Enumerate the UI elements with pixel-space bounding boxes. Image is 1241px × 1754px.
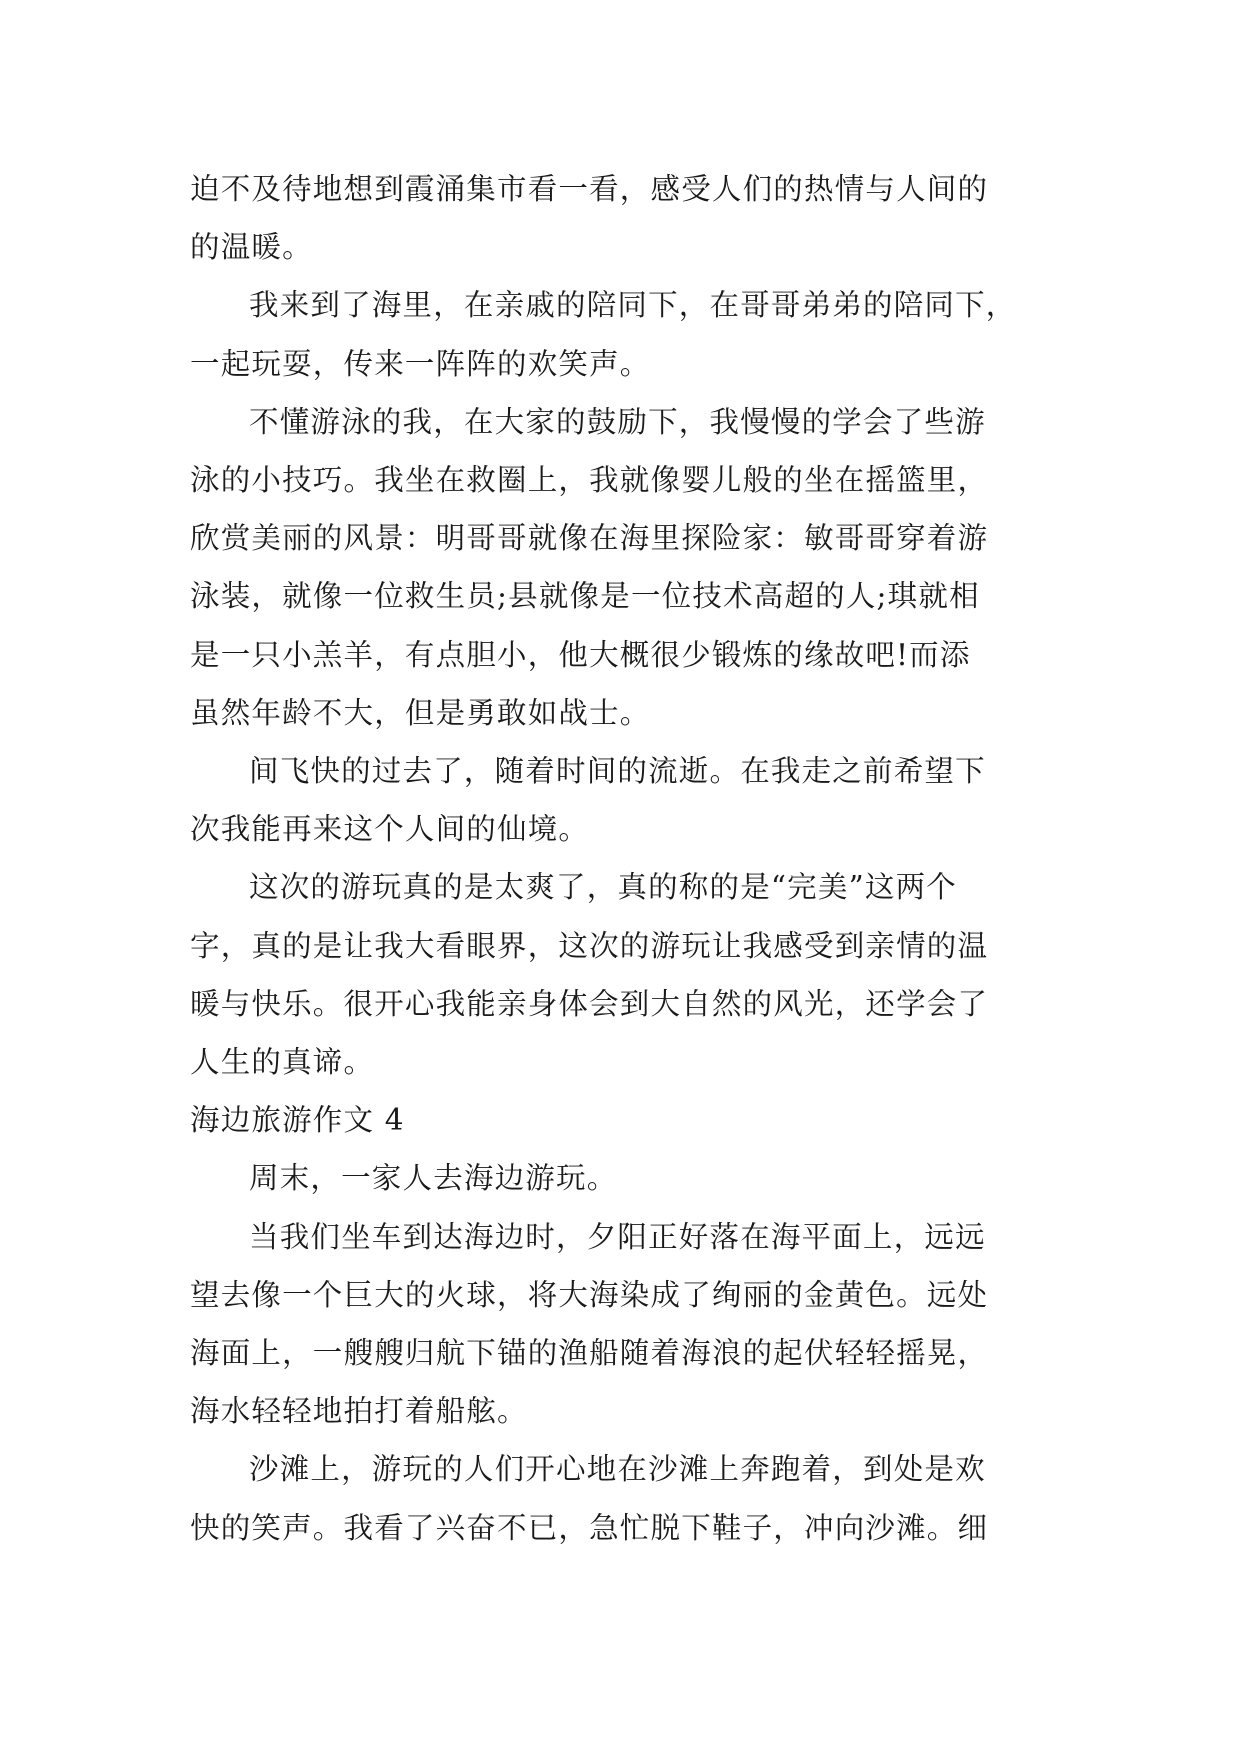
text-line: 周末，一家人去海边游玩。: [249, 1161, 618, 1196]
text-line: 暖与快乐。很开心我能亲身体会到大自然的风光，还学会了: [190, 986, 989, 1021]
text-line: 是一只小羔羊，有点胆小，他大概很少锻炼的缘故吧!而添: [190, 637, 971, 672]
text-line: 快的笑声。我看了兴奋不已，急忙脱下鞋子，冲向沙滩。细: [190, 1510, 989, 1545]
text-line: 人生的真谛。: [190, 1045, 375, 1080]
text-line: 间飞快的过去了，随着时间的流逝。在我走之前希望下: [249, 754, 986, 789]
paragraph-1: [190, 160, 1060, 276]
paragraph-5: [190, 858, 1060, 1091]
text-line: 不懂游泳的我，在大家的鼓励下，我慢慢的学会了些游: [249, 404, 986, 439]
paragraph-3: [190, 393, 1060, 742]
text-line: 沙滩上，游玩的人们开心地在沙滩上奔跑着，到处是欢: [249, 1452, 986, 1487]
text-line: 迫不及待地想到霞涌集市看一看，感受人们的热情与人间的: [190, 172, 989, 206]
text-line: 望去像一个巨大的火球，将大海染成了绚丽的金黄色。远处: [190, 1277, 989, 1312]
text-line: 海水轻轻地拍打着船舷。: [190, 1394, 528, 1429]
paragraph-6: [190, 1149, 1060, 1207]
paragraph-2: [190, 276, 1060, 392]
text-line: 这次的游玩真的是太爽了，真的称的是“完美”这两个: [249, 870, 957, 905]
text-line: 虽然年龄不大，但是勇敢如战士。: [190, 695, 651, 730]
text-line: 欣赏美丽的风景：明哥哥就像在海里探险家：敏哥哥穿着游: [190, 521, 989, 556]
text-line: 次我能再来这个人间的仙境。: [190, 812, 590, 847]
text-line: 泳的小技巧。我坐在救圈上，我就像婴儿般的坐在摇篮里，: [190, 463, 989, 498]
text-line: 的温暖。: [190, 230, 313, 265]
paragraph-4: [190, 742, 1060, 858]
text-line: 当我们坐车到达海边时，夕阳正好落在海平面上，远远: [249, 1219, 986, 1254]
text-line: 海面上，一艘艘归航下锚的渔船随着海浪的起伏轻轻摇晃，: [190, 1336, 989, 1371]
text-line: 泳装，就像一位救生员;县就像是一位技术高超的人;琪就相: [190, 579, 980, 614]
paragraph-7: [190, 1208, 1060, 1441]
section-heading: 海边旅游作文 4: [190, 1103, 405, 1138]
text-line: 一起玩耍，传来一阵阵的欢笑声。: [190, 346, 651, 381]
document-body: [190, 160, 1060, 1557]
text-line: 我来到了海里，在亲戚的陪同下，在哥哥弟弟的陪同下，: [249, 288, 1017, 323]
paragraph-8: [190, 1440, 1060, 1556]
text-line: 字，真的是让我大看眼界，这次的游玩让我感受到亲情的温: [190, 928, 989, 963]
